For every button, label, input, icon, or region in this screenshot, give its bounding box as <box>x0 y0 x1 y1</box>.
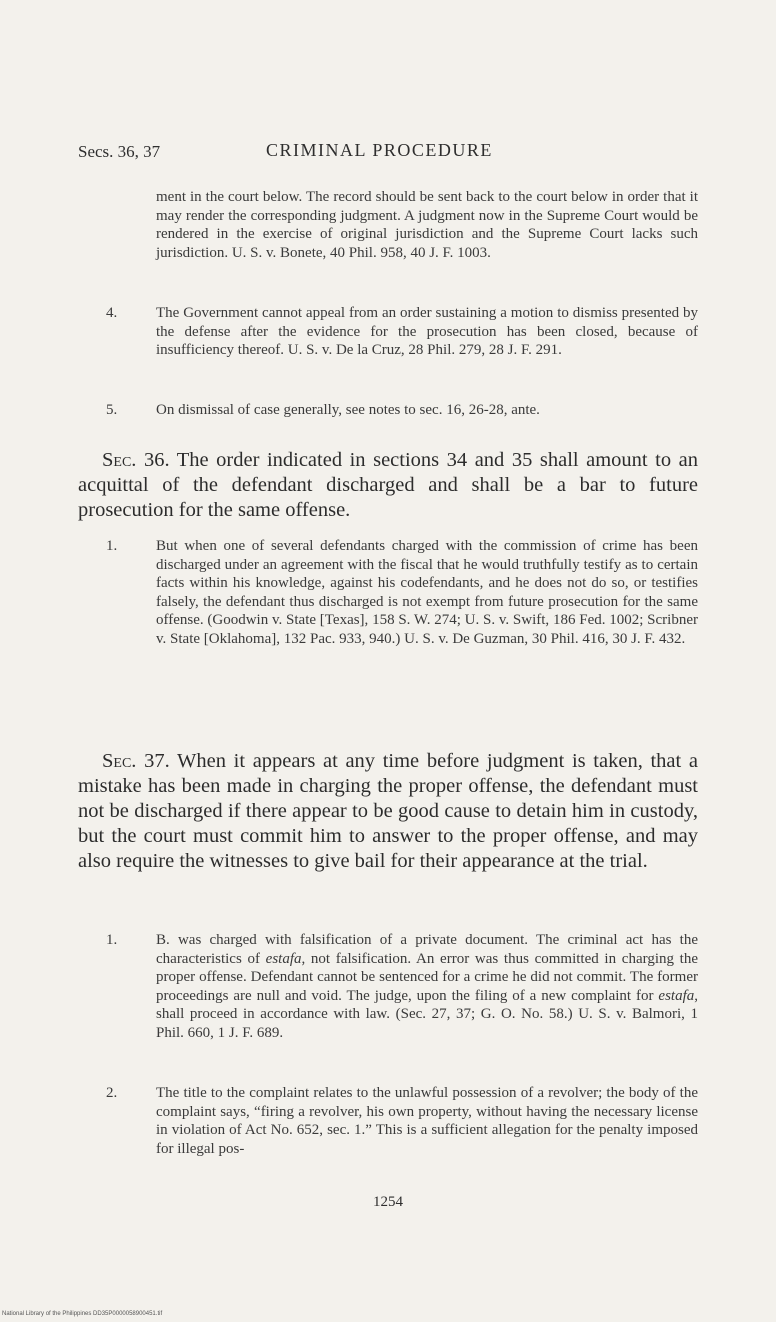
section-text: When it appears at any time before judgment is taken, that a mistake has been made in charging the proper offense, the defendant must not be discharged if there appear to be good cause to detain him in custody, but the court must commit him to answer to the proper offense, and may also require the witnesses to give bail for their appearance at the trial. <box>78 750 698 872</box>
note-text: The title to the complaint relates to the unlawful possession of a revolver; the body of the complaint says, “firing a revolver, his own property, without having the necessary license in violation of Act No. 652, sec. 1.” This is a sufficient allegation for the penalty imposed for illegal pos- <box>156 1085 698 1157</box>
continuation-note: ment in the court below. The record should be sent back to the court below in order that it may render the corresponding judgment. A judgment now in the Supreme Court would be rendered in the exercise of original jurisdiction and the Supreme Court lacks such jurisdiction. U. S. v. Bonete, 40 Phil. 958, 40 J. F. 1003. <box>156 189 698 261</box>
note-text-part: , shall proceed in accordance with law. (Sec. 27, 37; G. O. No. 58.) U. S. v. Balmori, 1 Phil. 660, 1 J. F. 689. <box>156 987 698 1041</box>
header-title: CRIMINAL PROCEDURE <box>266 140 493 160</box>
section-label: Sec. 36. <box>102 449 170 471</box>
section-36 <box>78 448 698 523</box>
note-text-part: B. was charged with falsification of a private document. The criminal act has the characteristics of <box>156 932 698 967</box>
note-item <box>106 304 698 360</box>
note-text-part: , not falsification. An error was thus committed in charging the proper offense. Defendant cannot be sentenced for a crime he did not commit. The former proceedings are null and void. The judge, upon the filing of a new complaint for <box>156 950 699 1004</box>
note-number: 1. <box>106 932 118 948</box>
note-number: 4. <box>106 305 118 321</box>
note-italic: estafa <box>658 987 695 1004</box>
note-text: On dismissal of case generally, see notes to sec. 16, 26-28, ante. <box>156 402 540 418</box>
note-number: 2. <box>106 1085 118 1101</box>
section-text: The order indicated in sections 34 and 35 shall amount to an acquittal of the defendant discharged and shall be a bar to future prosecution for the same offense. <box>78 449 698 521</box>
note-item <box>106 401 698 420</box>
page-number: 1254 <box>373 1194 403 1210</box>
note-item <box>106 931 699 1042</box>
header-section-ref: Secs. 36, 37 <box>78 142 161 161</box>
running-header <box>78 142 698 166</box>
section-37 <box>78 749 698 874</box>
note-item <box>106 1084 698 1158</box>
note-text: The Government cannot appeal from an order sustaining a motion to dismiss presented by the defense after the evidence for the prosecution has been closed, because of insufficiency thereof. U. S. v. De la Cruz, 28 Phil. 279, 28 J. F. 291. <box>156 305 698 358</box>
note-number: 5. <box>106 402 118 418</box>
note-item <box>106 537 698 648</box>
note-italic: estafa <box>265 950 302 967</box>
note-text: But when one of several defendants charged with the commission of crime has been discharged under an agreement with the fiscal that he would truthfully testify as to certain facts within his knowledge, against his codefendants, and he does not do so, or testifies falsely, the defendant thus discharged is not exempt from future prosecution for the same offense. (Goodwin v. State [Texas], 158 S. W. 274; U. S. v. Swift, 186 Fed. 1002; Scribner v. State [Oklahoma], 132 Pac. 933, 940.) U. S. v. De Guzman, 30 Phil. 416, 30 J. F. 432. <box>156 538 698 647</box>
scan-footer: National Library of the Philippines DD35P0000058900451.tif <box>2 1311 163 1317</box>
note-number: 1. <box>106 538 118 554</box>
section-label: Sec. 37. <box>102 750 170 772</box>
